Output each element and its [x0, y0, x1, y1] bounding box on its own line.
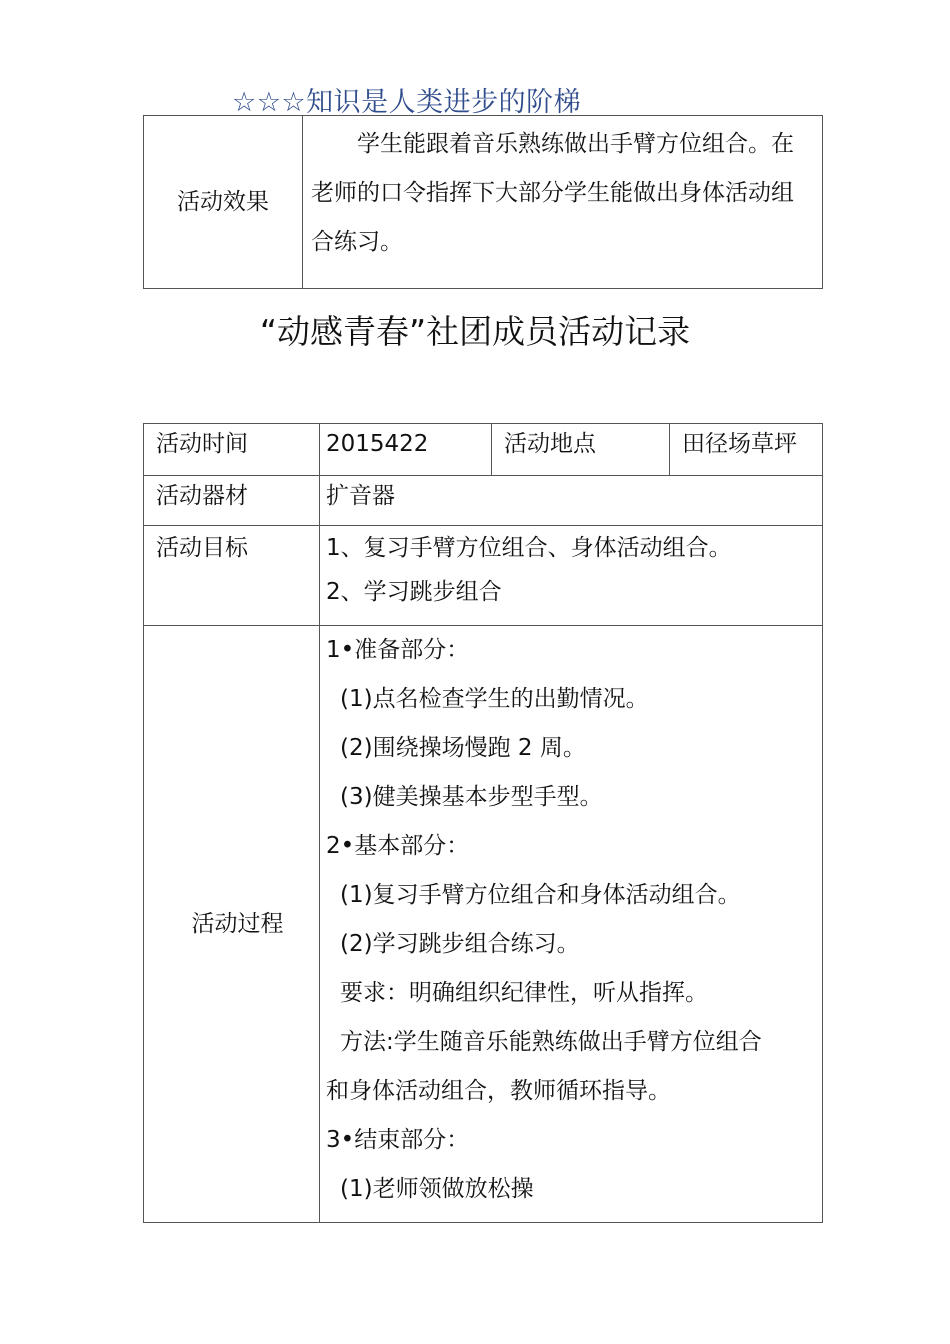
- process-section-heading: 3•结束部分：: [326, 1127, 470, 1153]
- banner-motto: ☆☆☆知识是人类进步的阶梯: [232, 87, 582, 118]
- process-step: (1)点名检查学生的出勤情况。: [340, 686, 649, 712]
- record-table: [143, 423, 823, 1223]
- goal-label: 活动目标: [144, 526, 320, 626]
- equipment-value: 扩音器: [320, 476, 823, 526]
- process-content: [320, 626, 823, 1223]
- process-row: [144, 626, 823, 1223]
- effect-text: 学生能跟着音乐熟练做出手臂方位组合。在老师的口令指挥下大部分学生能做出身体活动组合练习。: [303, 116, 823, 289]
- process-section-heading: 1•准备部分：: [326, 637, 470, 663]
- process-step: (1)复习手臂方位组合和身体活动组合。: [340, 882, 741, 908]
- page-title: “动感青春”社团成员活动记录: [259, 312, 691, 351]
- goal-item: 2、学习跳步组合: [326, 579, 502, 605]
- equipment-label: 活动器材: [144, 476, 320, 526]
- process-label: 活动过程: [144, 626, 320, 1223]
- process-step: (1)老师领做放松操: [340, 1176, 534, 1202]
- time-value: 2015422: [320, 424, 492, 476]
- process-step: (2)围绕操场慢跑 2 周。: [340, 735, 586, 761]
- equipment-row: [144, 476, 823, 526]
- goal-content: [320, 526, 823, 626]
- goal-item: 1、复习手臂方位组合、身体活动组合。: [326, 535, 732, 561]
- process-step: (3)健美操基本步型手型。: [340, 784, 603, 810]
- process-requirement: 要求：明确组织纪律性，听从指挥。: [340, 980, 708, 1006]
- effect-label: 活动效果: [144, 116, 303, 289]
- goal-row: [144, 526, 823, 626]
- effect-row: [144, 116, 823, 289]
- time-row: [144, 424, 823, 476]
- place-value: 田径场草坪: [670, 424, 823, 476]
- process-section-heading: 2•基本部分：: [326, 833, 470, 859]
- time-label: 活动时间: [144, 424, 320, 476]
- process-method: 方法:学生随音乐能熟练做出手臂方位组合: [340, 1029, 762, 1055]
- process-step: (2)学习跳步组合练习。: [340, 931, 580, 957]
- process-method-cont: 和身体活动组合，教师循环指导。: [326, 1078, 671, 1104]
- place-label: 活动地点: [492, 424, 670, 476]
- effect-table: [143, 115, 823, 289]
